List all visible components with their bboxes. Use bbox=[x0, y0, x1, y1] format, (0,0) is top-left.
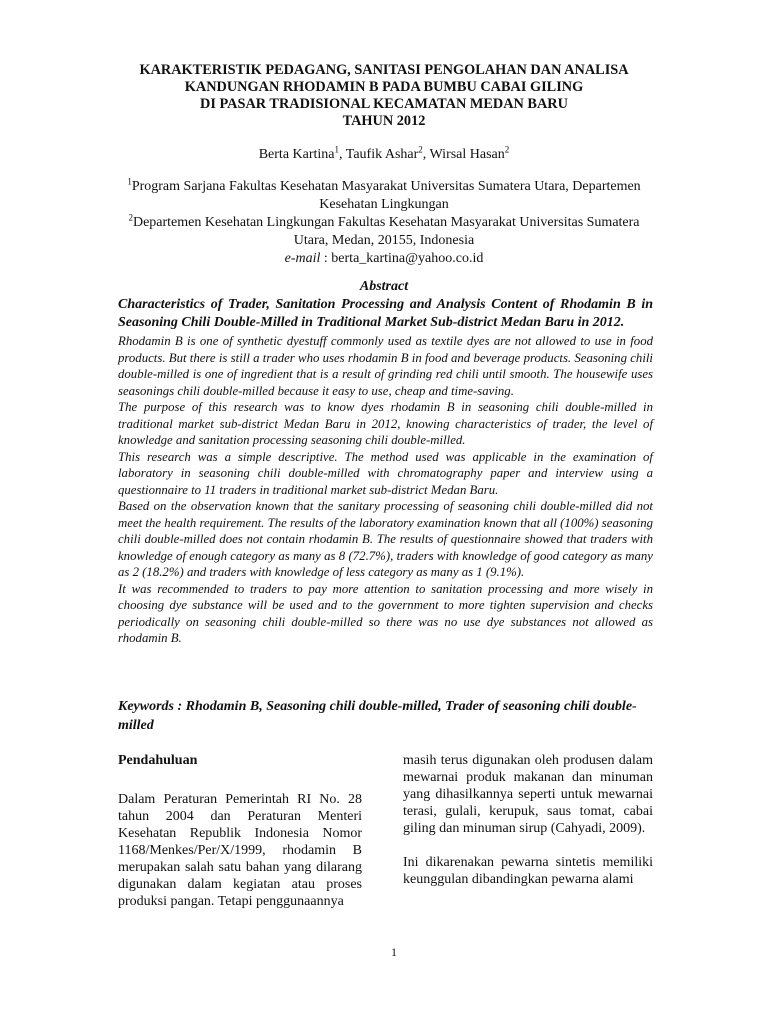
section-heading: Pendahuluan bbox=[118, 753, 198, 768]
author-name: Taufik Ashar bbox=[345, 147, 419, 162]
author-list bbox=[110, 144, 658, 163]
body-paragraph: masih terus digunakan oleh produsen dalam mewarnai produk makanan dan minuman yang dihasilkannya seperti untuk mewarnai terasi, gulali, kerupuk, saus tomat, cabai giling dan minuman sirup (Cahyadi, 2009). bbox=[403, 753, 653, 836]
abstract-paragraph: Rhodamin B is one of synthetic dyestuff commonly used as textile dyes are not allowed to use in food products. But there is still a trader who uses rhodamin B in food and beverage products. Seasoning chili double-milled is one of ingredient that is a result of grinding red chili until smooth. The housewife uses seasonings chili double-milled because it easy to use, cheap and time-saving. bbox=[118, 334, 653, 398]
body-paragraph: Dalam Peraturan Pemerintah RI No. 28 tahun 2004 dan Peraturan Menteri Kesehatan Republik Indonesia Nomor 1168/Menkes/Per/X/1999, rhodamin B merupakan salah satu bahan yang dilarang digunakan dalam kegiatan atau proses produksi pangan. Tetapi penggunaannya bbox=[118, 792, 362, 909]
affiliation-2 bbox=[110, 214, 658, 232]
page-number: 1 bbox=[391, 945, 397, 959]
keywords bbox=[118, 697, 653, 735]
title-line: KARAKTERISTIK PEDAGANG, SANITASI PENGOLAHAN DAN ANALISA bbox=[139, 62, 629, 78]
affiliation-text: Departemen Kesehatan Lingkungan Fakultas Kesehatan Masyarakat Universitas Sumatera bbox=[132, 215, 640, 230]
body-column-right bbox=[403, 752, 653, 888]
author-separator: , bbox=[339, 147, 346, 162]
body-column-left bbox=[118, 752, 362, 910]
author-affiliation-mark: 1 bbox=[334, 144, 340, 155]
affiliation-1-cont: Kesehatan Lingkungan bbox=[319, 197, 449, 212]
keywords-text: Rhodamin B, Seasoning chili double-milled, Trader of seasoning chili double-milled bbox=[118, 699, 637, 733]
email-address: berta_kartina@yahoo.co.id bbox=[331, 251, 484, 266]
keywords-label: Keywords : bbox=[118, 699, 186, 714]
author-affiliation-mark: 2 bbox=[504, 144, 510, 155]
body-paragraph: Ini dikarenakan pewarna sintetis memiliki keunggulan dibandingkan pewarna alami bbox=[403, 855, 653, 887]
email-label: e-mail bbox=[284, 251, 321, 266]
title-line: DI PASAR TRADISIONAL KECAMATAN MEDAN BARU bbox=[200, 96, 568, 112]
abstract-paragraph: This research was a simple descriptive. The method used was applicable in the examination of laboratory in seasoning chili double-milled with chromatography paper and interview using a questionnaire to 11 traders in traditional market sub-district Medan Baru. bbox=[118, 449, 653, 497]
title-line: TAHUN 2012 bbox=[342, 113, 426, 129]
email-line bbox=[110, 250, 658, 268]
author-name: Berta Kartina bbox=[258, 147, 335, 162]
author-affiliation-mark: 2 bbox=[418, 144, 423, 155]
abstract-paragraph: It was recommended to traders to pay more attention to sanitation processing and more wisely in choosing dye substance will be used and to the government to more tighten supervision and checks periodically on seasoning chili double-milled so there was no use dye substances not allowed as rhodamin B. bbox=[118, 581, 653, 645]
affiliation-1 bbox=[110, 178, 658, 196]
affiliation-2-cont: Utara, Medan, 20155, Indonesia bbox=[293, 233, 475, 248]
affiliation-mark: 1 bbox=[127, 176, 132, 187]
abstract-title: Characteristics of Trader, Sanitation Processing and Analysis Content of Rhodamin B in Seasoning Chili Double-Milled in Traditional Market Sub-district Medan Baru in 2012. bbox=[118, 297, 653, 330]
paper-title bbox=[110, 62, 658, 130]
affiliation-mark: 2 bbox=[128, 212, 133, 223]
title-line: KANDUNGAN RHODAMIN B PADA BUMBU CABAI GILING bbox=[184, 79, 584, 95]
affiliations bbox=[110, 178, 658, 268]
email-separator: : bbox=[320, 251, 332, 266]
abstract-paragraph: The purpose of this research was to know dyes rhodamin B in seasoning chili double-milled in traditional market sub-district Medan Baru in 2012, knowing characteristics of trader, the level of knowledge and sanitation processing seasoning chili double-milled. bbox=[118, 400, 653, 447]
abstract-heading: Abstract bbox=[359, 279, 409, 294]
affiliation-text: Program Sarjana Fakultas Kesehatan Masyarakat Universitas Sumatera Utara, Departemen bbox=[131, 179, 641, 194]
abstract-body bbox=[118, 333, 653, 647]
abstract-paragraph: Based on the observation known that the sanitary processing of seasoning chili double-milled did not meet the health requirement. The results of the laboratory examination known that all (100%) seasoning chili double-milled does not contain rhodamin B. The results of questionnaire showed that traders with knowledge of enough category as many as 8 (72.7%), traders with knowledge of good category as many as 2 (18.2%) and traders with knowledge of less category as many as 1 (9.1%). bbox=[118, 499, 653, 579]
author-separator: , bbox=[422, 147, 430, 162]
author-name: Wirsal Hasan bbox=[429, 147, 505, 162]
